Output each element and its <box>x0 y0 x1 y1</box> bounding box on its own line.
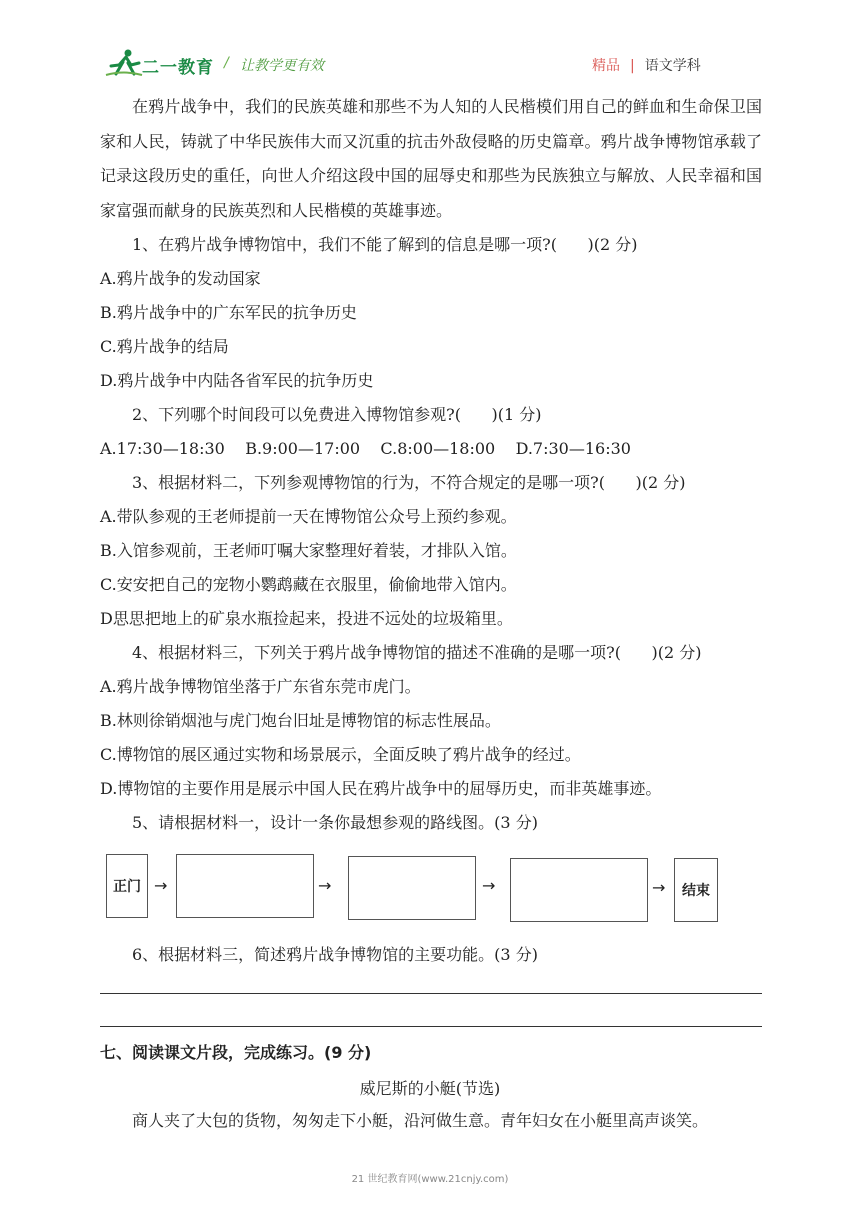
subject-tag: 语文学科 <box>644 58 701 74</box>
article-first-line: 商人夹了大包的货物，匆匆走下小艇，沿河做生意。青年妇女在小艇里高声谈笑。 <box>132 1111 709 1130</box>
answer-line-1[interactable] <box>100 993 762 994</box>
flow-start-label: 正门 <box>113 879 141 895</box>
q1-option-a: A.鸦片战争的发动国家 <box>100 269 261 288</box>
route-answer-box-3[interactable] <box>510 858 648 922</box>
q3-option-a: A.带队参观的王老师提前一天在博物馆公众号上预约参观。 <box>100 507 517 526</box>
question-content <box>100 90 762 840</box>
q3-option-d: D思思把地上的矿泉水瓶捡起来，投进不远处的垃圾箱里。 <box>100 609 513 628</box>
tag-divider: | <box>630 58 635 74</box>
page-header <box>0 0 860 80</box>
flow-end-label: 结束 <box>682 883 710 899</box>
answer-line-2[interactable] <box>100 1026 762 1027</box>
q4-option-a: A.鸦片战争博物馆坐落于广东省东莞市虎门。 <box>100 677 421 696</box>
question-4: 4、根据材料三，下列关于鸦片战争博物馆的描述不准确的是哪一项?( )(2 分) <box>132 643 702 662</box>
question-3: 3、根据材料二，下列参观博物馆的行为，不符合规定的是哪一项?( )(2 分) <box>132 473 686 492</box>
logo-text: 二一教育 <box>142 58 214 78</box>
slogan-separator: / <box>224 55 229 71</box>
route-flowchart <box>100 848 740 928</box>
q4-option-b: B.林则徐销烟池与虎门炮台旧址是博物馆的标志性展品。 <box>100 711 501 730</box>
flow-arrow: → <box>652 878 666 897</box>
question-6: 6、根据材料三，简述鸦片战争博物馆的主要功能。(3 分) <box>132 945 538 964</box>
slogan: 让教学更有效 <box>240 58 324 74</box>
header-tags <box>592 55 701 75</box>
flow-arrow: → <box>154 876 168 895</box>
flow-arrow: → <box>482 876 496 895</box>
q4-option-c: C.博物馆的展区通过实物和场景展示，全面反映了鸦片战争的经过。 <box>100 745 581 764</box>
q1-option-c: C.鸦片战争的结局 <box>100 337 229 356</box>
route-answer-box-1[interactable] <box>176 854 314 918</box>
flow-end-box <box>674 858 718 922</box>
q1-option-b: B.鸦片战争中的广东军民的抗争历史 <box>100 303 357 322</box>
question-2: 2、下列哪个时间段可以免费进入博物馆参观?( )(1 分) <box>132 405 542 424</box>
q3-option-b: B.入馆参观前，王老师叮嘱大家整理好着装，才排队入馆。 <box>100 541 517 560</box>
page-footer: 21 世纪教育网(www.21cnjy.com) <box>351 1174 509 1185</box>
quality-tag: 精品 <box>592 58 620 74</box>
flow-start-box <box>106 854 148 918</box>
intro-paragraph: 在鸦片战争中，我们的民族英雄和那些不为人知的人民楷模们用自己的鲜血和生命保卫国家和人民，铸就了中华民族伟大而又沉重的抗击外敌侵略的历史篇章。鸦片战争博物馆承载了记录这段历史的重任，向世人介绍这段中国的屈辱史和那些为民族独立与解放、人民幸福和国家富强而献身的民族英烈和人民楷模的英雄事迹。 <box>100 97 762 220</box>
article-title: 威尼斯的小艇(节选) <box>359 1079 501 1098</box>
question-1: 1、在鸦片战争博物馆中，我们不能了解到的信息是哪一项?( )(2 分) <box>132 235 638 254</box>
q2-options: A.17:30—18:30 B.9:00—17:00 C.8:00—18:00 D.7:30—16:30 <box>100 439 631 458</box>
q3-option-c: C.安安把自己的宠物小鹦鹉藏在衣服里，偷偷地带入馆内。 <box>100 575 517 594</box>
flow-arrow: → <box>318 876 332 895</box>
section-7-title: 七、阅读课文片段，完成练习。(9 分) <box>100 1043 372 1062</box>
q4-option-d: D.博物馆的主要作用是展示中国人民在鸦片战争中的屈辱历史，而非英雄事迹。 <box>100 779 662 798</box>
q1-option-d: D.鸦片战争中内陆各省军民的抗争历史 <box>100 371 374 390</box>
question-5: 5、请根据材料一，设计一条你最想参观的路线图。(3 分) <box>132 813 538 832</box>
route-answer-box-2[interactable] <box>348 856 476 920</box>
